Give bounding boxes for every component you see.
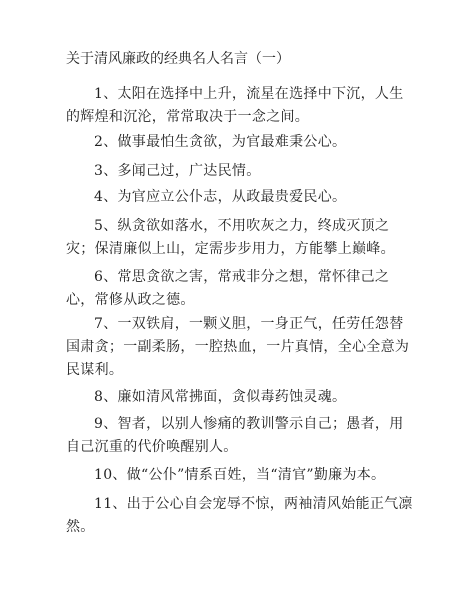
quote-9: 9、智者，以别人惨痛的教训警示自己；愚者，用自己沉重的代价唤醒别人。 bbox=[66, 416, 404, 455]
document-title: 关于清风廉政的经典名人名言（一） bbox=[66, 51, 290, 67]
quote-6: 6、常思贪欲之害，常戒非分之想，常怀律己之心，常修从政之德。 bbox=[66, 269, 390, 308]
quote-10: 10、做“公仆”情系百姓，当“清官”勤廉为本。 bbox=[94, 467, 386, 483]
quote-1: 1、太阳在选择中上升，流星在选择中下沉，人生的辉煌和沉沦，常常取决于一念之间。 bbox=[66, 86, 404, 125]
quote-5: 5、纵贪欲如落水，不用吹灰之力，终成灭顶之灾；保清廉似上山，定需步步用力，方能攀上巅峰。 bbox=[66, 218, 395, 257]
quote-11: 11、出于公心自会宠辱不惊，两袖清风始能正气凛然。 bbox=[66, 496, 413, 535]
quote-7: 7、一双铁肩，一颗义胆，一身正气，任劳任怨替国肃贪；一副柔肠，一腔热血，一片真情，全心全意为民谋利。 bbox=[66, 316, 410, 378]
quote-8: 8、廉如清风常拂面，贪似毒药蚀灵魂。 bbox=[94, 389, 347, 405]
quote-4: 4、为官应立公仆志，从政最贵爱民心。 bbox=[94, 189, 347, 205]
quote-3: 3、多闻己过，广达民情。 bbox=[94, 163, 261, 179]
quote-2: 2、做事最怕生贪欲，为官最难秉公心。 bbox=[94, 134, 347, 150]
